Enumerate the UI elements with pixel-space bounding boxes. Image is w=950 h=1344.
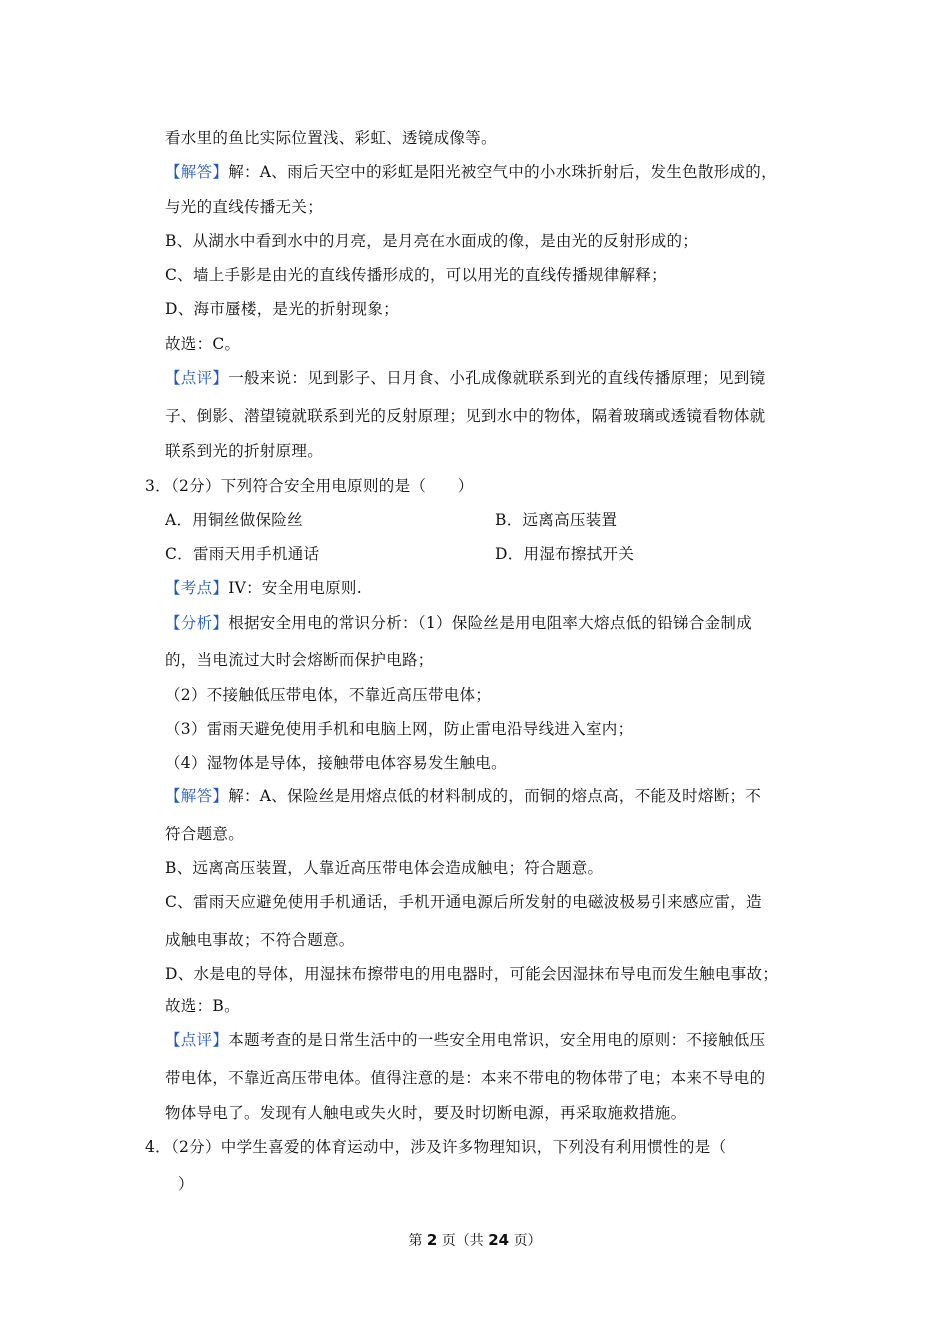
text-line: C、墙上手影是由光的直线传播形成的，可以用光的直线传播规律解释； bbox=[165, 266, 667, 284]
section-tag: 【解答】 bbox=[165, 163, 229, 181]
section-tag: 【点评】 bbox=[165, 369, 229, 387]
text-line: 【分析】根据安全用电的常识分析：（1）保险丝是用电阻率大熔点低的铅锑合金制成 bbox=[165, 614, 753, 632]
option-a: A．用铜丝做保险丝 bbox=[165, 511, 303, 529]
text-line: 【解答】解：A、雨后天空中的彩虹是阳光被空气中的小水珠折射后，发生色散形成的， bbox=[165, 163, 777, 181]
text-line: 成触电事故；不符合题意。 bbox=[165, 931, 355, 949]
option-b: B．远离高压装置 bbox=[495, 511, 618, 529]
text-line: D、海市蜃楼，是光的折射现象； bbox=[165, 300, 399, 318]
text-line: D、水是电的导体，用湿抹布擦带电的用电器时，可能会因湿抹布导电而发生触电事故； bbox=[165, 965, 779, 983]
text-line: 【解答】解：A、保险丝是用熔点低的材料制成的，而铜的熔点高，不能及时熔断；不 bbox=[165, 787, 762, 805]
page-number: 2 bbox=[426, 1231, 438, 1249]
question-4-stem-cont: ） bbox=[178, 1175, 194, 1193]
section-tag: 【点评】 bbox=[165, 1031, 229, 1049]
text-line: 故选：C。 bbox=[165, 335, 241, 353]
section-tag: 【解答】 bbox=[165, 787, 229, 805]
text-line: 与光的直线传播无关； bbox=[165, 198, 324, 216]
text-line: 【考点】IV：安全用电原则. bbox=[165, 579, 362, 597]
option-d: D．用湿布擦拭开关 bbox=[495, 545, 635, 563]
text-line: 物体导电了。发现有人触电或失火时，要及时切断电源，再采取施救措施。 bbox=[165, 1104, 687, 1122]
total-pages: 24 bbox=[488, 1231, 510, 1249]
text-line: B、从湖水中看到水中的月亮，是月亮在水面成的像，是由光的反射形成的； bbox=[165, 232, 699, 250]
text-line: （4）湿物体是导体，接触带电体容易发生触电。 bbox=[165, 754, 507, 772]
text-line: B、远离高压装置，人靠近高压带电体会造成触电；符合题意。 bbox=[165, 859, 604, 877]
text-line: （3）雷雨天避免使用手机和电脑上网，防止雷电沿导线进入室内； bbox=[165, 720, 634, 738]
question-3-stem: 3．（2分）下列符合安全用电原则的是（ ） bbox=[145, 477, 474, 495]
text-line: 故选：B。 bbox=[165, 997, 240, 1015]
page-footer: 第 2 页（共 24 页） bbox=[408, 1231, 542, 1249]
text-line: 的，当电流过大时会熔断而保护电路； bbox=[165, 651, 434, 669]
option-c: C．雷雨天用手机通话 bbox=[165, 545, 320, 563]
question-4-stem: 4．（2分）中学生喜爱的体育运动中，涉及许多物理知识，下列没有利用惯性的是（ bbox=[145, 1138, 727, 1156]
text-line: 符合题意。 bbox=[165, 825, 245, 843]
text-line: 【点评】本题考查的是日常生活中的一些安全用电常识，安全用电的原则：不接触低压 bbox=[165, 1031, 766, 1049]
text-line: （2）不接触低压带电体，不靠近高压带电体； bbox=[165, 686, 492, 704]
section-tag: 【考点】 bbox=[165, 579, 229, 597]
text-line: 带电体，不靠近高压带电体。值得注意的是：本来不带电的物体带了电；本来不导电的 bbox=[165, 1069, 766, 1087]
text-line: 看水里的鱼比实际位置浅、彩虹、透镜成像等。 bbox=[165, 129, 497, 147]
section-tag: 【分析】 bbox=[165, 614, 229, 632]
text-line: C、雷雨天应避免使用手机通话，手机开通电源后所发射的电磁波极易引来感应雷，造 bbox=[165, 893, 762, 911]
text-line: 子、倒影、潜望镜就联系到光的反射原理；见到水中的物体，隔着玻璃或透镜看物体就 bbox=[165, 407, 766, 425]
text-line: 联系到光的折射原理。 bbox=[165, 442, 324, 460]
text-line: 【点评】一般来说：见到影子、日月食、小孔成像就联系到光的直线传播原理；见到镜 bbox=[165, 369, 766, 387]
